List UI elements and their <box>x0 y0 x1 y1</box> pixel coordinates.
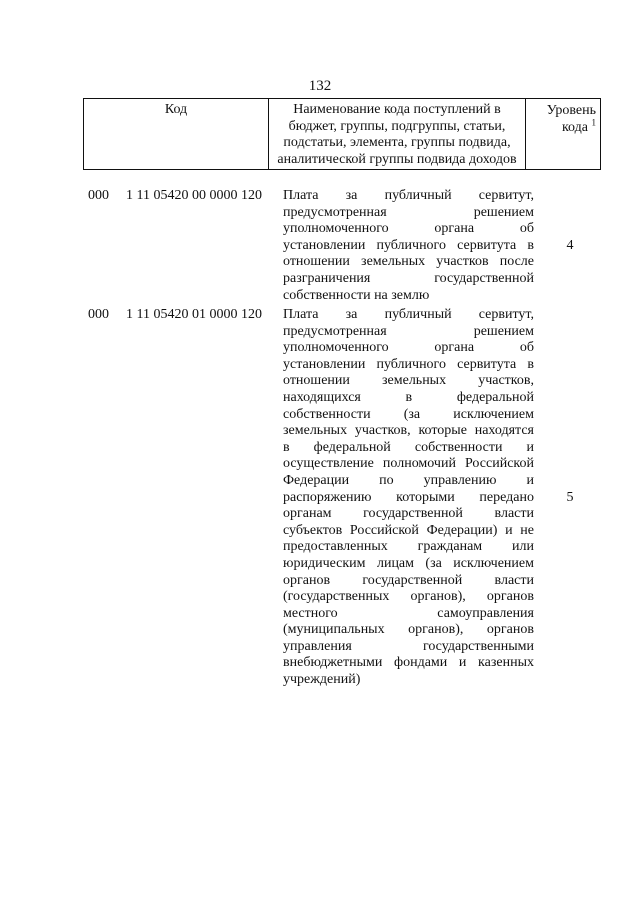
description-line: уполномоченного органа об <box>283 340 534 356</box>
page-number: 132 <box>308 78 332 94</box>
description-line: органов государственной власти <box>283 572 534 588</box>
description-line: отношении земельных участков, <box>283 373 534 389</box>
header-code-cell <box>84 99 269 169</box>
revenue-code: 1 11 05420 00 0000 120 <box>126 188 262 203</box>
admin-code: 000 <box>88 307 109 322</box>
header-level-label: Уровень <box>546 103 596 118</box>
description-line: отношении земельных участков после <box>283 254 534 270</box>
description-line: установлении публичного сервитута в <box>283 237 534 253</box>
description-line: местного самоуправления <box>283 605 534 621</box>
description-line: распоряжению которыми передано <box>283 489 534 505</box>
description-line: учреждений) <box>283 672 361 688</box>
revenue-description <box>283 188 534 304</box>
description-line: осуществление полномочий Российской <box>283 456 534 472</box>
description-line: Плата за публичный сервитут, <box>283 307 534 322</box>
admin-code: 000 <box>88 188 109 203</box>
description-line: (государственных органов), органов <box>283 589 534 605</box>
description-line: внебюджетными фондами и казенных <box>283 655 534 671</box>
footnote-marker: 1 <box>591 117 596 128</box>
description-line: юридическим лицам (за исключением <box>283 555 534 571</box>
description-line: уполномоченного органа об <box>283 221 534 237</box>
code-level: 5 <box>566 490 574 505</box>
description-line: предоставленных гражданам или <box>283 539 534 555</box>
header-level-label-2 <box>526 119 596 136</box>
revenue-code: 1 11 05420 01 0000 120 <box>126 307 262 322</box>
header-name-line: подстатьи, элемента, группы подвида, <box>283 135 511 150</box>
description-line: (муниципальных органов), органов <box>283 622 534 638</box>
header-name-line: бюджет, группы, подгруппы, статьи, <box>288 118 506 134</box>
header-code-label: Код <box>164 102 188 117</box>
code-level: 4 <box>566 238 574 253</box>
description-line: предусмотренная решением <box>283 204 534 220</box>
header-level-cell <box>526 99 600 169</box>
description-line: субъектов Российской Федерации) и не <box>283 522 534 538</box>
description-line: разграничения государственной <box>283 270 534 286</box>
header-name-line: аналитической группы подвида доходов <box>277 151 517 167</box>
description-line: управления государственными <box>283 638 534 654</box>
header-name-cell <box>269 99 526 169</box>
description-line: земельных участков, которые находятся <box>283 423 534 439</box>
description-line: органам государственной власти <box>283 506 534 522</box>
description-line: находящихся в федеральной <box>283 389 534 405</box>
description-line: установлении публичного сервитута в <box>283 356 534 372</box>
header-level-word: кода <box>561 120 588 135</box>
description-line: собственности (за исключением <box>283 406 534 422</box>
description-line: Федерации по управлению и <box>283 472 534 488</box>
header-name-line: Наименование кода поступлений в <box>293 102 501 117</box>
description-line: собственности на землю <box>283 287 430 303</box>
description-line: предусмотренная решением <box>283 323 534 339</box>
revenue-description <box>283 307 534 689</box>
table-header <box>83 98 601 170</box>
description-line: в федеральной собственности и <box>283 439 534 455</box>
description-line: Плата за публичный сервитут, <box>283 188 534 203</box>
